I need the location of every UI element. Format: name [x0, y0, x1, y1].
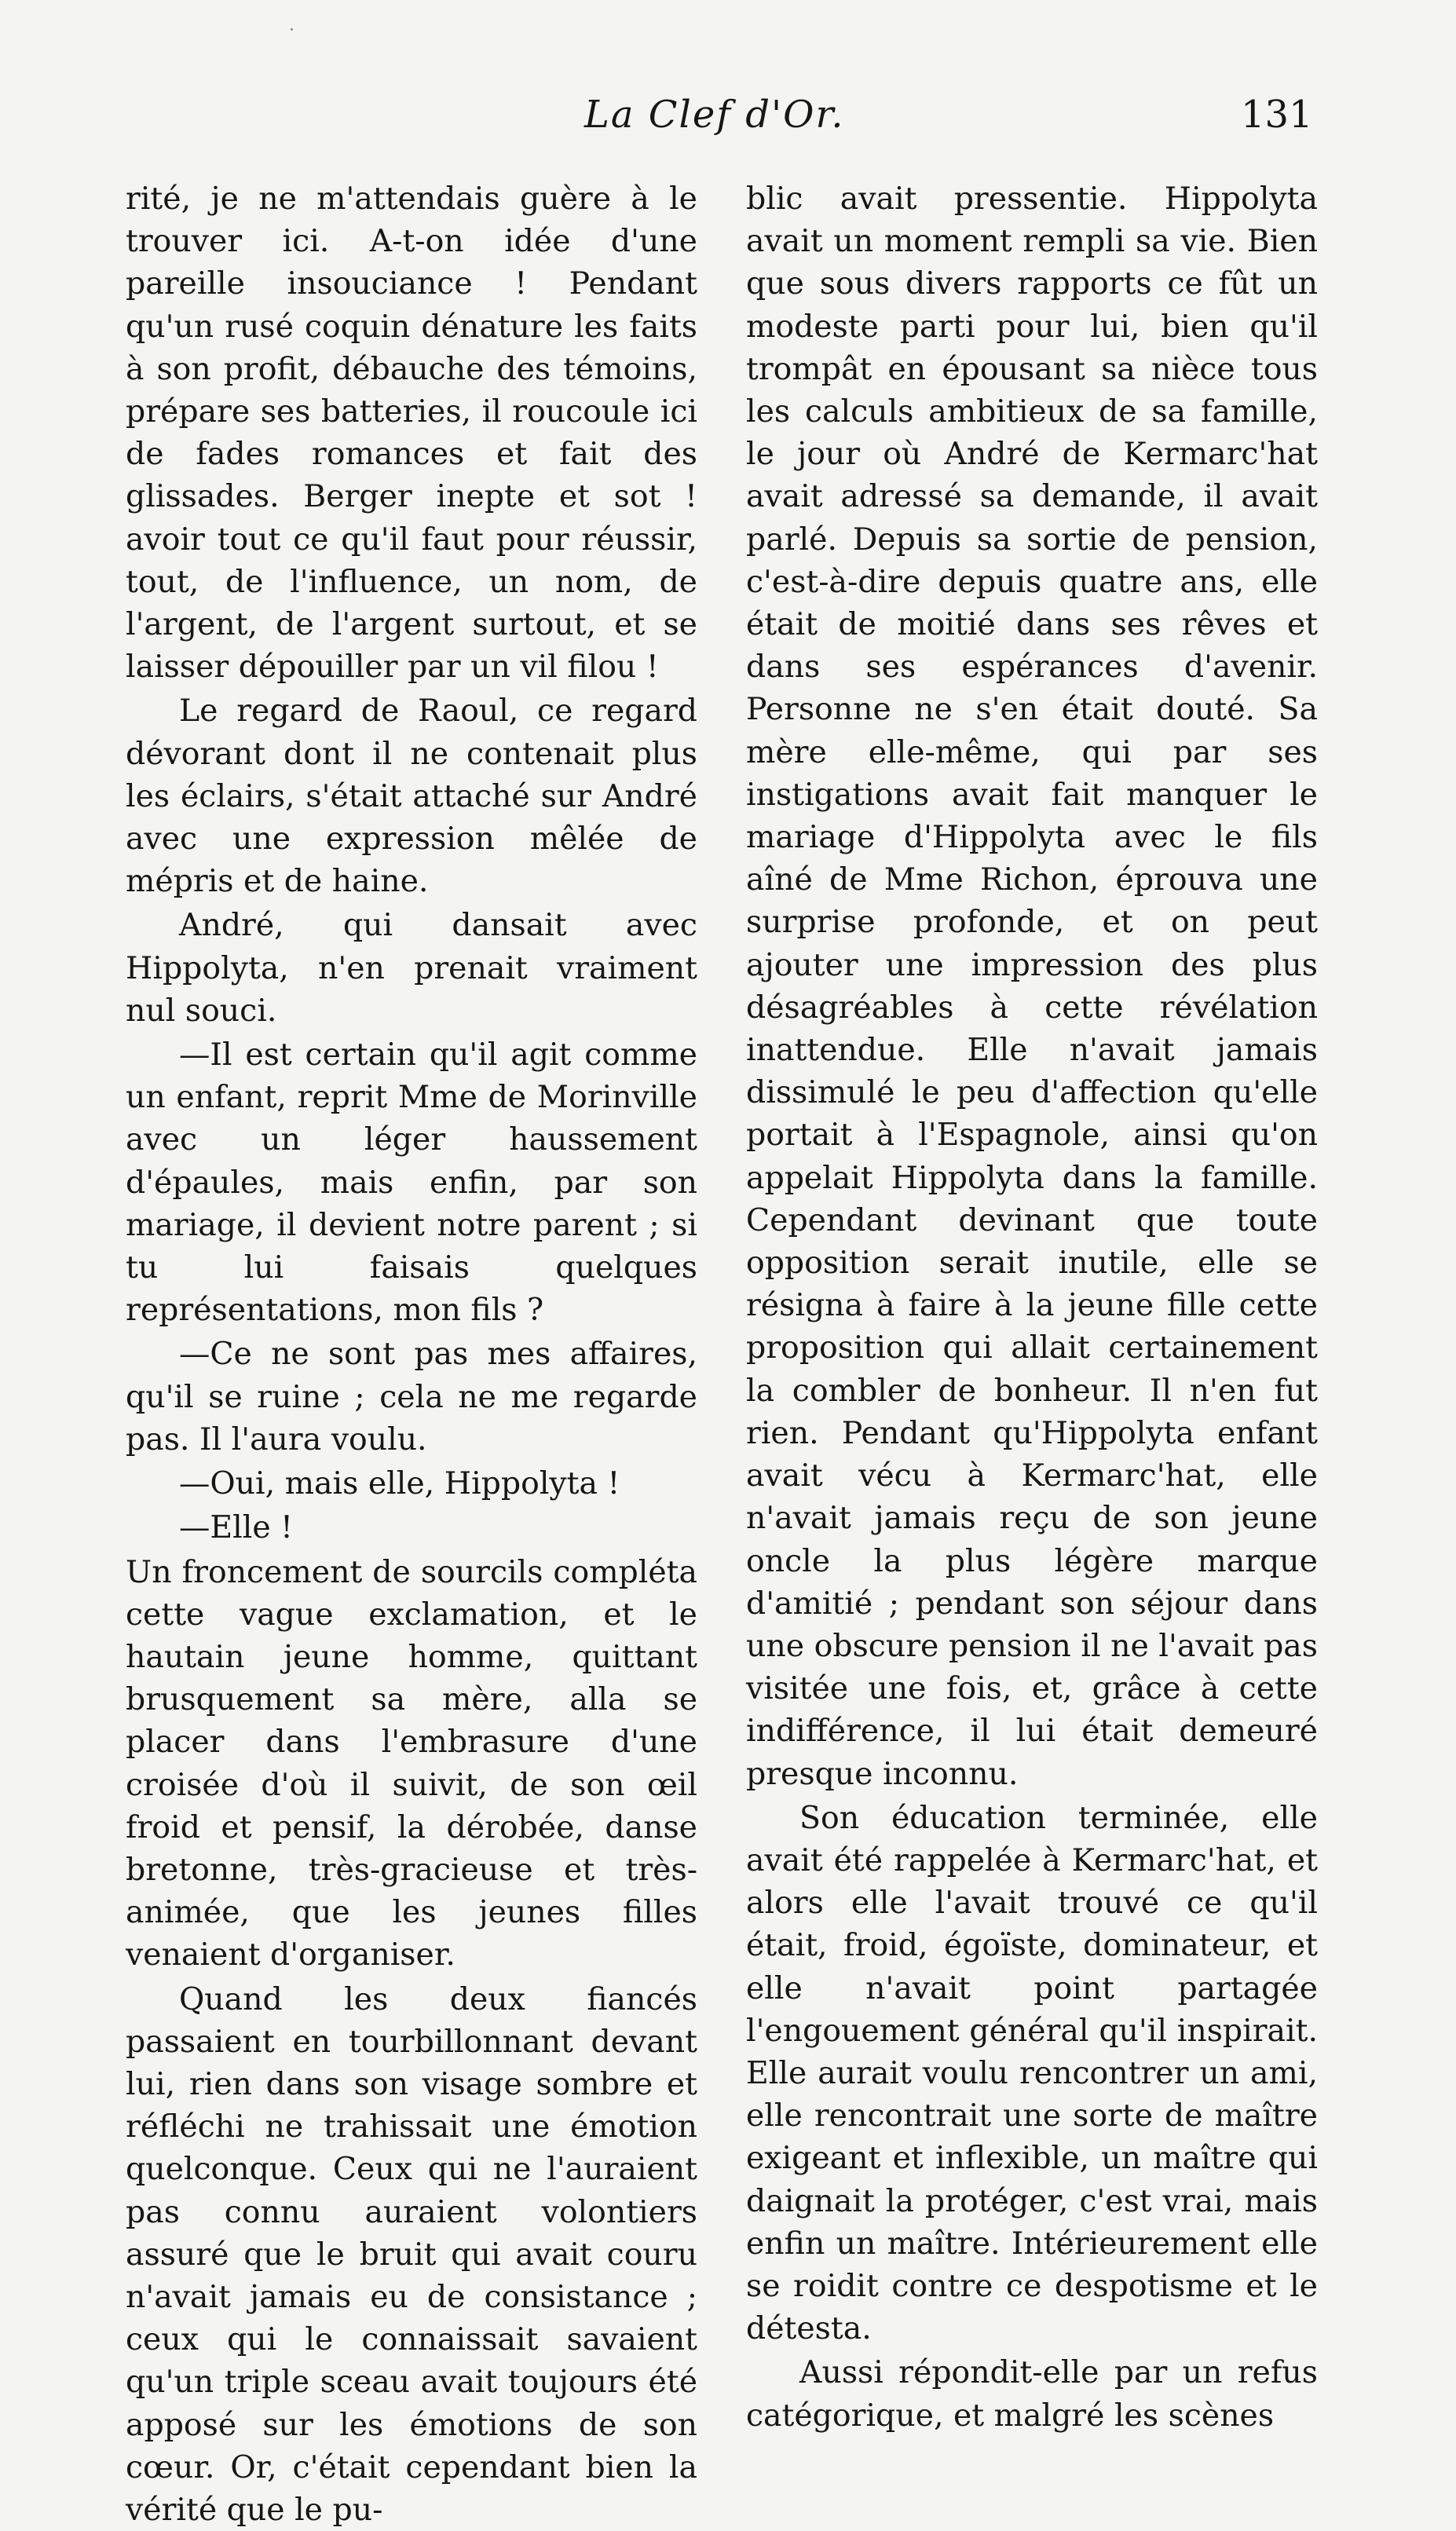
paragraph: —Oui, mais elle, Hippolyta !	[179, 1465, 620, 1502]
page-number: 131	[1241, 93, 1313, 137]
left-column	[126, 177, 697, 2531]
paper-speck	[291, 28, 293, 31]
paragraph: André, qui dansait avec Hippolyta, n'en prenait vraiment nul souci.	[126, 907, 697, 1029]
paragraph: —Il est certain qu'il agit comme un enfant, reprit Mme de Morinville avec un léger haussement d'épaules, mais enfin, par son mariage, il devient notre parent ; si tu lui faisais quelques représentations, mon fils ?	[126, 1037, 697, 1329]
paragraph: —Ce ne sont pas mes affaires, qu'il se ruine ; cela ne me regarde pas. Il l'aura voulu.	[126, 1336, 697, 1458]
paragraph: —Elle !	[179, 1509, 294, 1546]
paragraph: rité, je ne m'attendais guère à le trouver ici. A-t-on idée d'une pareille insouciance ! Pendant qu'un rusé coquin dénature les faits à son profit, débauche des témoins, prépare ses batteries, il roucoule ici de fades romances et fait des glissades. Berger inepte et sot ! avoir tout ce qu'il faut pour réussir, tout, de l'influence, un nom, de l'argent, de l'argent surtout, et se laisser dépouiller par un vil filou !	[126, 181, 697, 686]
paragraph: blic avait pressentie. Hippolyta avait un moment rempli sa vie. Bien que sous divers rapports ce fût un modeste parti pour lui, bien qu'il trompât en épousant sa nièce tous les calculs ambitieux de sa famille, le jour où André de Kermarc'hat avait adressé sa demande, il avait parlé. Depuis sa sortie de pension, c'est-à-dire depuis quatre ans, elle était de moitié dans ses rêves et dans ses espérances d'avenir. Personne ne s'en était douté. Sa mère elle-même, qui par ses instigations avait fait manquer le mariage d'Hippolyta avec le fils aîné de Mme Richon, éprouva une surprise profonde, et on peut ajouter une impression des plus désagréables à cette révélation inattendue. Elle n'avait jamais dissimulé le peu d'affection qu'elle portait à l'Espagnole, ainsi qu'on appelait Hippolyta dans la famille. Cependant devinant que toute opposition serait inutile, elle se résigna à faire à la jeune fille cette proposition qui allait certainement la combler de bonheur. Il n'en fut rien. Pendant qu'Hippolyta enfant avait vécu à Kermarc'hat, elle n'avait jamais reçu de son jeune oncle la plus légère marque d'amitié ; pendant son séjour dans une obscure pension il ne l'avait pas visitée une fois, et, grâce à cette indifférence, il lui était demeuré presque inconnu.	[746, 181, 1318, 1792]
paragraph: Un froncement de sourcils compléta cette vague exclamation, et le hautain jeune homme, quittant brusquement sa mère, alla se placer dans l'embrasure d'une croisée d'où il suivit, de son œil froid et pensif, la dérobée, danse bretonne, très-gracieuse et très-animée, que les jeunes filles venaient d'organiser.	[126, 1553, 697, 1973]
page-header	[0, 93, 1456, 155]
paragraph: Son éducation terminée, elle avait été rappelée à Kermarc'hat, et alors elle l'avait trouvé ce qu'il était, froid, égoïste, dominateur, et elle n'avait point partagée l'engouement général qu'il inspirait. Elle aurait voulu rencontrer un ami, elle rencontrait une sorte de maître exigeant et inflexible, un maître qui daignait la protéger, c'est vrai, mais enfin un maître. Intérieurement elle se roidit contre ce despotisme et le détesta.	[746, 1799, 1318, 2347]
paragraph: Quand les deux fiancés passaient en tourbillonnant devant lui, rien dans son visage sombre et réfléchi ne trahissait une émotion quelconque. Ceux qui ne l'auraient pas connu auraient volontiers assuré que le bruit qui avait couru n'avait jamais eu de consistance ; ceux qui le connaissait savaient qu'un triple sceau avait toujours été apposé sur les émotions de son cœur. Or, c'était cependant bien la vérité que le pu-	[126, 1981, 697, 2528]
paragraph: Aussi répondit-elle par un refus catégorique, et malgré les scènes	[746, 2354, 1318, 2434]
right-column	[746, 177, 1318, 2437]
running-title: La Clef d'Or.	[584, 93, 845, 137]
paragraph: Le regard de Raoul, ce regard dévorant dont il ne contenait plus les éclairs, s'était attaché sur André avec une expression mêlée de mépris et de haine.	[126, 693, 697, 900]
